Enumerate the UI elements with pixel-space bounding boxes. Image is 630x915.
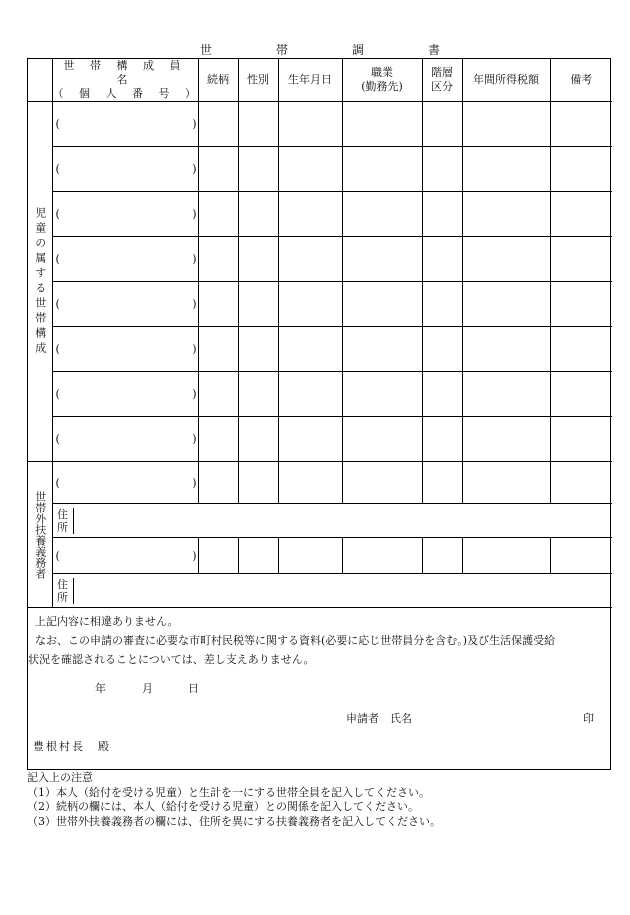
table-row [28,327,612,372]
income-tax-cell[interactable] [462,192,550,237]
title-char: 帯 [275,43,288,57]
tier-cell[interactable] [422,282,462,327]
occupation-cell[interactable] [342,147,422,192]
relationship-cell[interactable] [198,237,238,282]
section-dependent-label: 世帯外扶養義務者 [28,462,52,608]
table-row [28,102,612,147]
header-name: 世 帯 構 成 員 名 （ 個 人 番 号 ） [52,59,202,100]
occupation-cell[interactable] [342,282,422,327]
title-char: 書 [427,43,440,57]
address-cell[interactable] [52,504,612,538]
notes-section [27,771,617,829]
occupation-cell[interactable] [342,327,422,372]
tier-cell[interactable] [422,417,462,462]
name-cell[interactable]: ( ) [52,192,198,237]
gender-cell[interactable] [238,237,278,282]
header-birthdate: 生年月日 [278,59,342,102]
address-input[interactable] [74,578,613,604]
table-row [28,372,612,417]
seal-label: 印 [583,712,594,725]
birthdate-cell[interactable] [278,192,342,237]
table-row [28,417,612,462]
address-row [28,574,612,608]
note-item: （1）本人（給付を受ける児童）と生計を一にする世帯全員を記入してください。 [27,785,430,799]
relationship-cell[interactable] [198,327,238,372]
birthdate-cell[interactable] [278,282,342,327]
title-char: 調 [351,43,364,57]
income-tax-cell[interactable] [462,538,550,574]
gender-cell[interactable] [238,102,278,147]
remarks-cell[interactable] [550,417,612,462]
tier-cell[interactable] [422,372,462,417]
addressee: 豊根村長 殿 [33,740,111,753]
address-label: 住 所 [53,508,74,534]
occupation-cell[interactable] [342,372,422,417]
gender-cell[interactable] [238,372,278,417]
birthdate-cell[interactable] [278,462,342,504]
header-remarks: 備考 [550,59,612,102]
name-cell[interactable]: ( ) [52,462,198,504]
occupation-cell[interactable] [342,237,422,282]
name-cell[interactable]: ( ) [52,237,198,282]
table-row [28,192,612,237]
tier-cell[interactable] [422,102,462,147]
name-cell[interactable]: ( ) [52,102,198,147]
remarks-cell[interactable] [550,192,612,237]
income-tax-cell[interactable] [462,327,550,372]
applicant-name-label: 申請者 氏名 [346,712,412,725]
birthdate-cell[interactable] [278,147,342,192]
tier-cell[interactable] [422,147,462,192]
address-row [28,504,612,538]
tier-cell[interactable] [422,462,462,504]
relationship-cell[interactable] [198,147,238,192]
birthdate-cell[interactable] [278,372,342,417]
household-table [28,59,612,608]
income-tax-cell[interactable] [462,237,550,282]
header-income-tax: 年間所得税額 [462,59,550,102]
address-cell[interactable] [52,574,612,608]
remarks-cell[interactable] [550,462,612,504]
section-household-label: 児童の属する世帯構成 [28,102,52,462]
remarks-cell[interactable] [550,237,612,282]
note-item: （3）世帯外扶養義務者の欄には、住所を異にする扶養義務者を記入してください。 [27,814,441,828]
title-char: 世 [200,43,213,57]
name-cell[interactable]: ( ) [52,147,198,192]
gender-cell[interactable] [238,147,278,192]
date-year-label: 年 [95,682,106,695]
income-tax-cell[interactable] [462,102,550,147]
form-title [200,43,440,57]
table-row [28,538,612,574]
birthdate-cell[interactable] [278,538,342,574]
address-label: 住 所 [53,578,74,604]
declaration-line: 上記内容に相違ありません。 [35,615,179,628]
relationship-cell[interactable] [198,462,238,504]
birthdate-cell[interactable] [278,417,342,462]
header-occupation: 職業 (勤務先) [342,59,422,102]
header-corner [28,59,52,102]
gender-cell[interactable] [238,417,278,462]
income-tax-cell[interactable] [462,147,550,192]
notes-heading: 記入上の注意 [27,771,93,784]
income-tax-cell[interactable] [462,372,550,417]
date-month-label: 月 [142,682,153,695]
declaration-line: なお、この申請の審査に必要な市町村民税等に関する資料(必要に応じ世帯員分を含む。)及び生活保護受給 [35,634,556,647]
remarks-cell[interactable] [550,538,612,574]
name-cell[interactable]: ( ) [52,327,198,372]
declaration-text [28,612,605,669]
gender-cell[interactable] [238,538,278,574]
income-tax-cell[interactable] [462,417,550,462]
birthdate-cell[interactable] [278,102,342,147]
remarks-cell[interactable] [550,282,612,327]
occupation-cell[interactable] [342,102,422,147]
name-cell[interactable]: ( ) [52,282,198,327]
relationship-cell[interactable] [198,192,238,237]
relationship-cell[interactable] [198,538,238,574]
occupation-cell[interactable] [342,417,422,462]
name-cell[interactable]: ( ) [52,538,198,574]
date-day-label: 日 [188,682,199,695]
tier-cell[interactable] [422,192,462,237]
tier-cell[interactable] [422,237,462,282]
gender-cell[interactable] [238,327,278,372]
name-cell[interactable]: ( ) [52,372,198,417]
name-cell[interactable]: ( ) [52,417,198,462]
header-row [28,59,612,102]
tier-cell[interactable] [422,538,462,574]
remarks-cell[interactable] [550,372,612,417]
remarks-cell[interactable] [550,147,612,192]
gender-cell[interactable] [238,282,278,327]
relationship-cell[interactable] [198,282,238,327]
header-relationship: 続柄 [198,59,238,102]
income-tax-cell[interactable] [462,282,550,327]
occupation-cell[interactable] [342,462,422,504]
remarks-cell[interactable] [550,102,612,147]
table-row [28,237,612,282]
relationship-cell[interactable] [198,102,238,147]
tier-cell[interactable] [422,327,462,372]
occupation-cell[interactable] [342,538,422,574]
header-gender: 性別 [238,59,278,102]
address-input[interactable] [74,508,613,534]
occupation-cell[interactable] [342,192,422,237]
birthdate-cell[interactable] [278,327,342,372]
table-row [28,462,612,504]
relationship-cell[interactable] [198,417,238,462]
birthdate-cell[interactable] [278,237,342,282]
header-tier: 階層 区分 [422,59,462,102]
note-item: （2）続柄の欄には、本人（給付を受ける児童）との関係を記入してください。 [27,800,419,813]
gender-cell[interactable] [238,192,278,237]
relationship-cell[interactable] [198,372,238,417]
gender-cell[interactable] [238,462,278,504]
declaration-line: 状況を確認されることについては、差し支えありません。 [28,653,315,666]
remarks-cell[interactable] [550,327,612,372]
table-row [28,282,612,327]
income-tax-cell[interactable] [462,462,550,504]
table-row [28,147,612,192]
